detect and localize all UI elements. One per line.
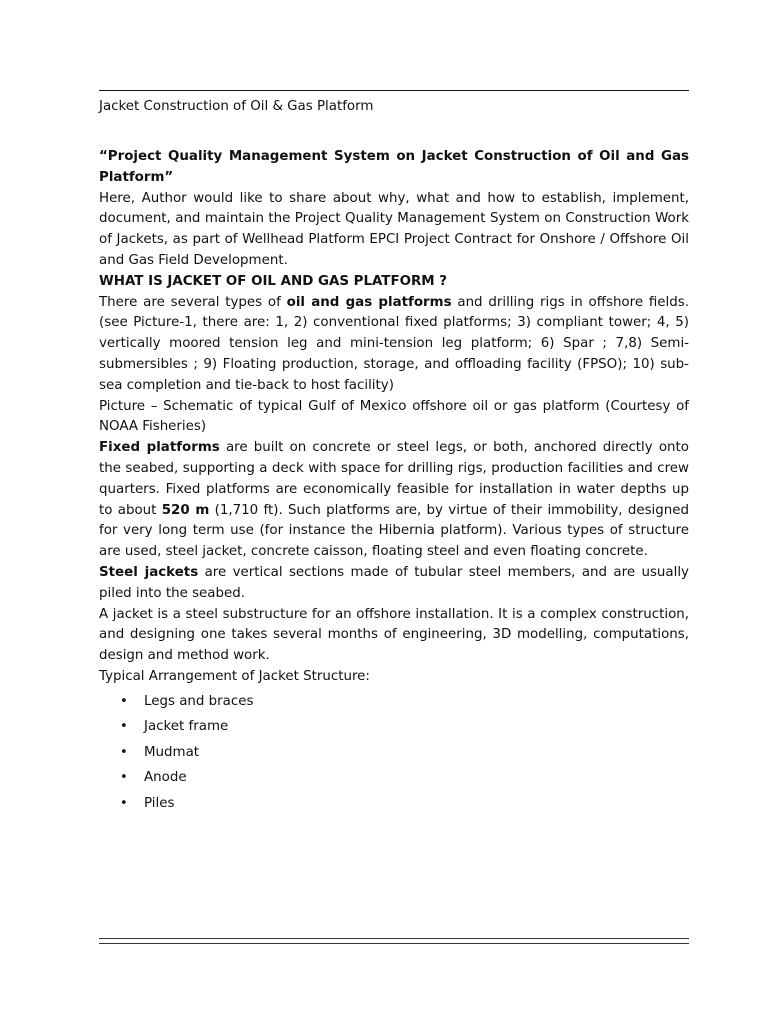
bullet-icon: • bbox=[120, 744, 128, 760]
platform-types-bold: oil and gas platforms bbox=[286, 294, 452, 310]
list-item-label: Jacket frame bbox=[144, 719, 229, 735]
fixed-platforms-term: Fixed platforms bbox=[99, 440, 220, 456]
page-header-title: Jacket Construction of Oil & Gas Platform bbox=[99, 99, 374, 114]
bullet-icon: • bbox=[120, 719, 128, 735]
list-item bbox=[99, 767, 689, 793]
jacket-structure-list bbox=[99, 691, 689, 819]
platform-types-paragraph bbox=[99, 293, 689, 397]
section-heading: WHAT IS JACKET OF OIL AND GAS PLATFORM ? bbox=[99, 273, 448, 289]
bullet-icon: • bbox=[120, 770, 128, 786]
list-item bbox=[99, 716, 689, 742]
list-item-label: Mudmat bbox=[144, 744, 200, 760]
document-body bbox=[99, 147, 689, 818]
lead-title: “Project Quality Management System on Jacket Construction of Oil and Gas Platform” bbox=[99, 149, 689, 185]
bullet-icon: • bbox=[120, 795, 128, 811]
platform-types-post: and drilling rigs in offshore fields. (see Picture-1, there are: 1, 2) conventional fixed platforms; 3) compliant tower; 4, 5) vertically moored tension leg and mini-tension leg platform; 6) Spar ; 7,8) Semi-submersibles ; 9) Floating production, storage, and offloading facility (FPSO); 10) sub-sea completion and tie-back to host facility) bbox=[99, 294, 690, 393]
list-item bbox=[99, 793, 689, 819]
list-item-label: Piles bbox=[144, 795, 175, 811]
depth-value: 520 m bbox=[161, 502, 210, 518]
footer-rule-bottom bbox=[99, 943, 689, 944]
list-item-label: Anode bbox=[144, 770, 187, 786]
list-item bbox=[99, 691, 689, 717]
platform-types-pre: There are several types of bbox=[99, 294, 287, 310]
list-item bbox=[99, 742, 689, 768]
footer-rule-top bbox=[99, 938, 689, 939]
bullet-icon: • bbox=[120, 693, 128, 709]
steel-jackets-text: are vertical sections made of tubular steel members, and are usually piled into the seabed. bbox=[99, 564, 689, 601]
fixed-platforms-text-1: are built on concrete or steel legs, or both, anchored directly onto the seabed, supporting a deck with space for drilling rigs, production facilities and crew quarters. Fixed platforms are economically feasible for installation in water depths up to about bbox=[99, 440, 689, 518]
intro-paragraph: Here, Author would like to share about why, what and how to establish, implement, document, and maintain the Project Quality Management System on Construction Work of Jackets, as part of Wellhead Platform EPCI Project Contract for Onshore / Offshore Oil and Gas Field Development. bbox=[99, 190, 689, 268]
steel-jackets-paragraph bbox=[99, 563, 689, 605]
picture-caption: Picture – Schematic of typical Gulf of Mexico offshore oil or gas platform (Courtesy of NOAA Fisheries) bbox=[99, 398, 689, 435]
fixed-platforms-text-2: (1,710 ft). Such platforms are, by virtue of their immobility, designed for very long term use (for instance the Hibernia platform). Various types of structure are used, steel jacket, concrete caisson, floating steel and even floating concrete. bbox=[99, 502, 690, 560]
list-item-label: Legs and braces bbox=[144, 693, 254, 709]
jacket-definition-paragraph: A jacket is a steel substructure for an offshore installation. It is a complex construction, and designing one takes several months of engineering, 3D modelling, computations, design and method work. bbox=[99, 606, 689, 664]
fixed-platforms-paragraph bbox=[99, 438, 689, 563]
list-intro: Typical Arrangement of Jacket Structure: bbox=[99, 668, 370, 684]
steel-jackets-term: Steel jackets bbox=[99, 564, 199, 580]
header-rule bbox=[99, 90, 689, 91]
